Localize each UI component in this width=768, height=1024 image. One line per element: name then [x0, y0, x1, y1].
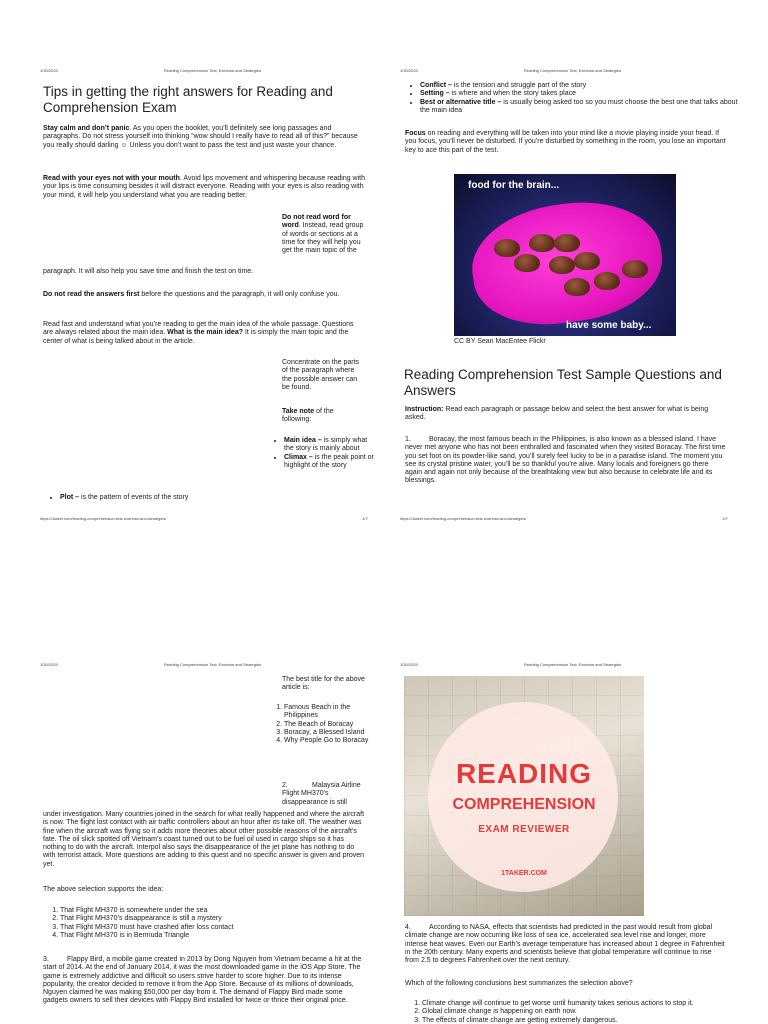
- paragraph-answers-first: [43, 291, 365, 299]
- answer-option: 2. That Flight MH370’s disappearance is still a mystery: [60, 915, 360, 923]
- chocolate-shape: [554, 234, 580, 252]
- chocolate-heart-image: [454, 174, 676, 336]
- answer-option: 2. The Beach of Boracay: [284, 721, 380, 729]
- paragraph-text: . Instead, read group of words or sections at a time for they will help you get the main topic of the: [282, 222, 364, 255]
- chocolate-shape: [494, 239, 520, 257]
- header-title: Reading Comprehension Test, Exercise and Strategies: [524, 68, 622, 73]
- list-item: [284, 454, 378, 471]
- question-number: 2.: [282, 782, 288, 789]
- bold-phrase: Conflict –: [420, 82, 452, 89]
- bullet-list: [406, 82, 740, 115]
- page-heading: Tips in getting the right answers for Reading and Comprehension Exam: [43, 84, 333, 115]
- bold-phrase: Focus: [405, 130, 426, 137]
- paragraph-text: Read fast and understand what you’re reading to get the main idea of the whole passage. Questions are always related about the main idea.: [43, 321, 354, 337]
- answer-option: 4. Why People Go to Boracay: [284, 737, 380, 745]
- question-text: Boracay, the most famous beach in the Philippines, is also known as a blessed island. I have never met anyone who has not been enthralled and fascinated when they visited Boracay. The first time you set foot on its powder-like sand, you’ll surely feel lucky to be in a paradise island. The moment you see its crystal pristine water, you’ll be so thankful you’re alive. Many locals and foreigners go there again and again not only because of the breathtaking view but also because to celebrate life and its blessings.: [405, 436, 726, 485]
- image-title-reading: READING: [455, 758, 593, 789]
- bold-phrase: What is the main idea?: [167, 329, 243, 337]
- bold-phrase: Best or alternative title –: [420, 98, 502, 106]
- answer-option: 3. Boracay, a Blessed Island: [284, 729, 380, 737]
- chocolate-shape: [564, 278, 590, 296]
- bold-phrase: Instruction:: [405, 406, 444, 413]
- header-date: 1/30/2020: [40, 662, 58, 667]
- paragraph-text: before the questions and the paragraph, it will only confuse you.: [139, 291, 340, 298]
- header-title: Reading Comprehension Test, Exercise and Strategies: [524, 662, 622, 667]
- question-intro: The best title for the above article is:: [282, 676, 365, 692]
- list-item: [420, 82, 740, 90]
- image-caption-bottom: have some baby...: [566, 320, 652, 331]
- page-number: 1/7: [362, 516, 368, 521]
- question-text: Malaysia Airline Flight MH370’s disappearance is still: [282, 782, 361, 806]
- reading-reviewer-image: [404, 676, 644, 916]
- paragraph-word-for-word: [282, 214, 366, 255]
- footer-url: https://1taker.com/reading-comprehension-test-exercise-and-strategies/: [40, 516, 167, 521]
- answer-option: 3. The effects of climate change are getting extremely dangerous.: [422, 1017, 742, 1024]
- answer-options: [46, 907, 360, 940]
- paragraph-main-idea: [43, 321, 365, 346]
- question-4-prompt: Which of the following conclusions best summarizes the selection above?: [405, 980, 633, 987]
- header-date: 1/30/2020: [40, 68, 58, 73]
- bullet-list: [270, 437, 378, 470]
- question-number: 3.: [43, 956, 49, 963]
- chocolate-shape: [549, 256, 575, 274]
- question-2-head: [282, 782, 366, 807]
- paragraph-continuation: paragraph. It will also help you save time and finish the test on time.: [43, 268, 254, 275]
- question-2-text: under investigation. Many countries joined in the search for what really happened and where the aircraft is now. The flight lost contact with air traffic controllers about an hour after its take off. The weather was fine when the aircraft was flying so it adds more theories about other possible reasons of the aircraft’s fate. The oil slick spotted off Vietnam’s coast turned out to be fuel oil used in cargo ships so it has nothing to do with the aircraft. Interpol also says the disappearance of the jet plane has nothing to do with terrorist attack. More questions are adding to this quest and no specific answer is given and proven yet.: [43, 811, 365, 868]
- section-heading: Reading Comprehension Test Sample Questions and Answers: [404, 367, 722, 398]
- list-item-text: is simply what the story is mainly about: [284, 437, 368, 453]
- page-footer: [400, 516, 744, 522]
- list-item-text: is the tension and struggle part of the story: [451, 82, 587, 89]
- page-number: 2/7: [722, 516, 728, 521]
- footer-url: https://1taker.com/reading-comprehension-test-exercise-and-strategies/: [400, 516, 527, 521]
- bold-phrase: Take note: [282, 408, 315, 415]
- header-date: 1/30/2020: [400, 662, 418, 667]
- question-text: Flappy Bird, a mobile game created in 2013 by Dong Nguyen from Vietnam became a hit at the start of 2014. At the end of January 2014, it was the most downloaded game in the iOS App Store. The game is extremely addictive and difficult so users strive harder to score higher. Due to its intense popularity, the creator decided to remove it from the App Store. Because of its millions of downloads, Nguyen claimed he was making $50,000 per day from it. The demand of Flappy Bird made some gadgets owners to sell their devices with Flappy Bird installed for twice or thrice their original price.: [43, 956, 362, 1005]
- answer-option: 2. Global climate change is happening on earth now.: [422, 1008, 742, 1016]
- paragraph-read-eyes: [43, 175, 365, 200]
- question-2-prompt: The above selection supports the idea:: [43, 886, 164, 893]
- answer-options: [408, 1000, 742, 1024]
- bold-phrase: Do not read word for word: [282, 214, 351, 230]
- chocolate-shape: [574, 252, 600, 270]
- question-4: [405, 924, 727, 965]
- document-page-3: [40, 662, 384, 1024]
- paragraph-text: . Avoid lips movement and whispering because reading with your lips is time consuming besides it will distract everyone. Reading with your eyes is also reading with your mind, it will help you understand what you are reading better.: [43, 175, 365, 199]
- bold-phrase: Setting –: [420, 90, 450, 98]
- list-item: [420, 90, 740, 98]
- image-caption-top: food for the brain...: [468, 180, 560, 191]
- image-credit: CC BY Sean MacEntee Flickr: [454, 338, 546, 345]
- chocolate-shape: [514, 254, 540, 272]
- header-title: Reading Comprehension Test, Exercise and Strategies: [164, 68, 262, 73]
- page-header: [40, 68, 384, 74]
- answer-option: 1. Famous Beach in the Philippines: [284, 704, 380, 721]
- answer-options: [270, 704, 380, 745]
- paragraph-text: Read each paragraph or passage below and select the best answer for what is being asked.: [405, 406, 709, 422]
- list-item-text: is usually being asked too so you must choose the best one that talks about the main idea: [420, 98, 738, 114]
- document-page-1: [40, 68, 384, 528]
- chocolate-shape: [529, 234, 555, 252]
- paragraph-text: . As you open the booklet, you’ll definitely see long passages and paragraphs. Do not stress yourself into thinking “wow should I really have to read all of this?” because you really should darling ☺ Unless you don’t want to pass the test and just waste your chance.: [43, 125, 358, 149]
- question-1: [405, 436, 727, 486]
- list-item-text: is the peak point or highlight of the story: [284, 453, 374, 469]
- page-header: [40, 662, 384, 668]
- page-footer: [40, 516, 384, 522]
- bold-phrase: Plot –: [60, 494, 80, 501]
- answer-option: 4. That Flight MH370 is in Bermuda Triangle: [60, 932, 360, 940]
- answer-option: 1. That Flight MH370 is somewhere under the sea: [60, 907, 360, 915]
- paragraph-text: It is simply the main topic and the center of what is being talked about in the article.: [43, 329, 349, 345]
- header-title: Reading Comprehension Test, Exercise and Strategies: [164, 662, 262, 667]
- bullet-list: [46, 494, 360, 502]
- bold-phrase: Main idea –: [284, 437, 322, 444]
- list-item-text: is where and when the story takes place: [449, 90, 577, 98]
- answer-option: 1. Climate change will continue to get worse until humanity takes serious actions to stop it.: [422, 1000, 742, 1008]
- image-site-name: 1TAKER.COM: [501, 870, 547, 877]
- page-header: [400, 662, 744, 668]
- chocolate-shape: [594, 272, 620, 290]
- bold-phrase: Read with your eyes not with your mouth: [43, 175, 180, 182]
- list-item: [284, 437, 378, 454]
- paragraph-concentrate: Concentrate on the parts of the paragraph where the possible answer can be found.: [282, 359, 360, 391]
- instruction-text: [405, 406, 725, 423]
- paragraph-text: on reading and everything will be taken into your mind like a movie playing inside your head. If you focus, you’ll never be disturbed. If you’re disturbed by something in the room, you lose an important key to ace this part of the test.: [405, 130, 726, 154]
- document-page-2: [400, 68, 744, 528]
- image-title-comprehension: COMPREHENSION: [452, 796, 596, 813]
- list-item: [420, 99, 740, 116]
- answer-option: 3. That Flight MH370 must have crashed after loss contact: [60, 924, 360, 932]
- bold-phrase: Do not read the answers first: [43, 291, 140, 298]
- paragraph-text: of the following:: [282, 408, 334, 424]
- paragraph-take-note: [282, 408, 360, 425]
- paragraph-focus: [405, 130, 727, 155]
- bold-phrase: Climax –: [284, 453, 313, 461]
- list-item: [60, 494, 360, 502]
- paragraph-stay-calm: [43, 125, 365, 150]
- image-subtitle: EXAM REVIEWER: [478, 824, 570, 835]
- question-3: [43, 956, 365, 1006]
- bold-phrase: Stay calm and don’t panic: [43, 125, 130, 132]
- chocolate-shape: [622, 260, 648, 278]
- list-item-text: is the pattern of events of the story: [79, 494, 189, 501]
- question-number: 1.: [405, 436, 411, 443]
- question-text: According to NASA, effects that scientists had predicted in the past would result from global climate change are now occurring like loss of sea ice, accelerated sea level rise and longer, more intense heat waves. Even our Earth’s average temperature has increased about 1 degree in Fahrenheit in the 20th century. Many experts and scientists believe that global temperature will continue to rise from 2.5 to degrees Fahrenheit over the next century.: [405, 924, 725, 965]
- page-header: [400, 68, 744, 74]
- header-date: 1/30/2020: [400, 68, 418, 73]
- document-page-4: [400, 662, 744, 1024]
- question-number: 4.: [405, 924, 411, 931]
